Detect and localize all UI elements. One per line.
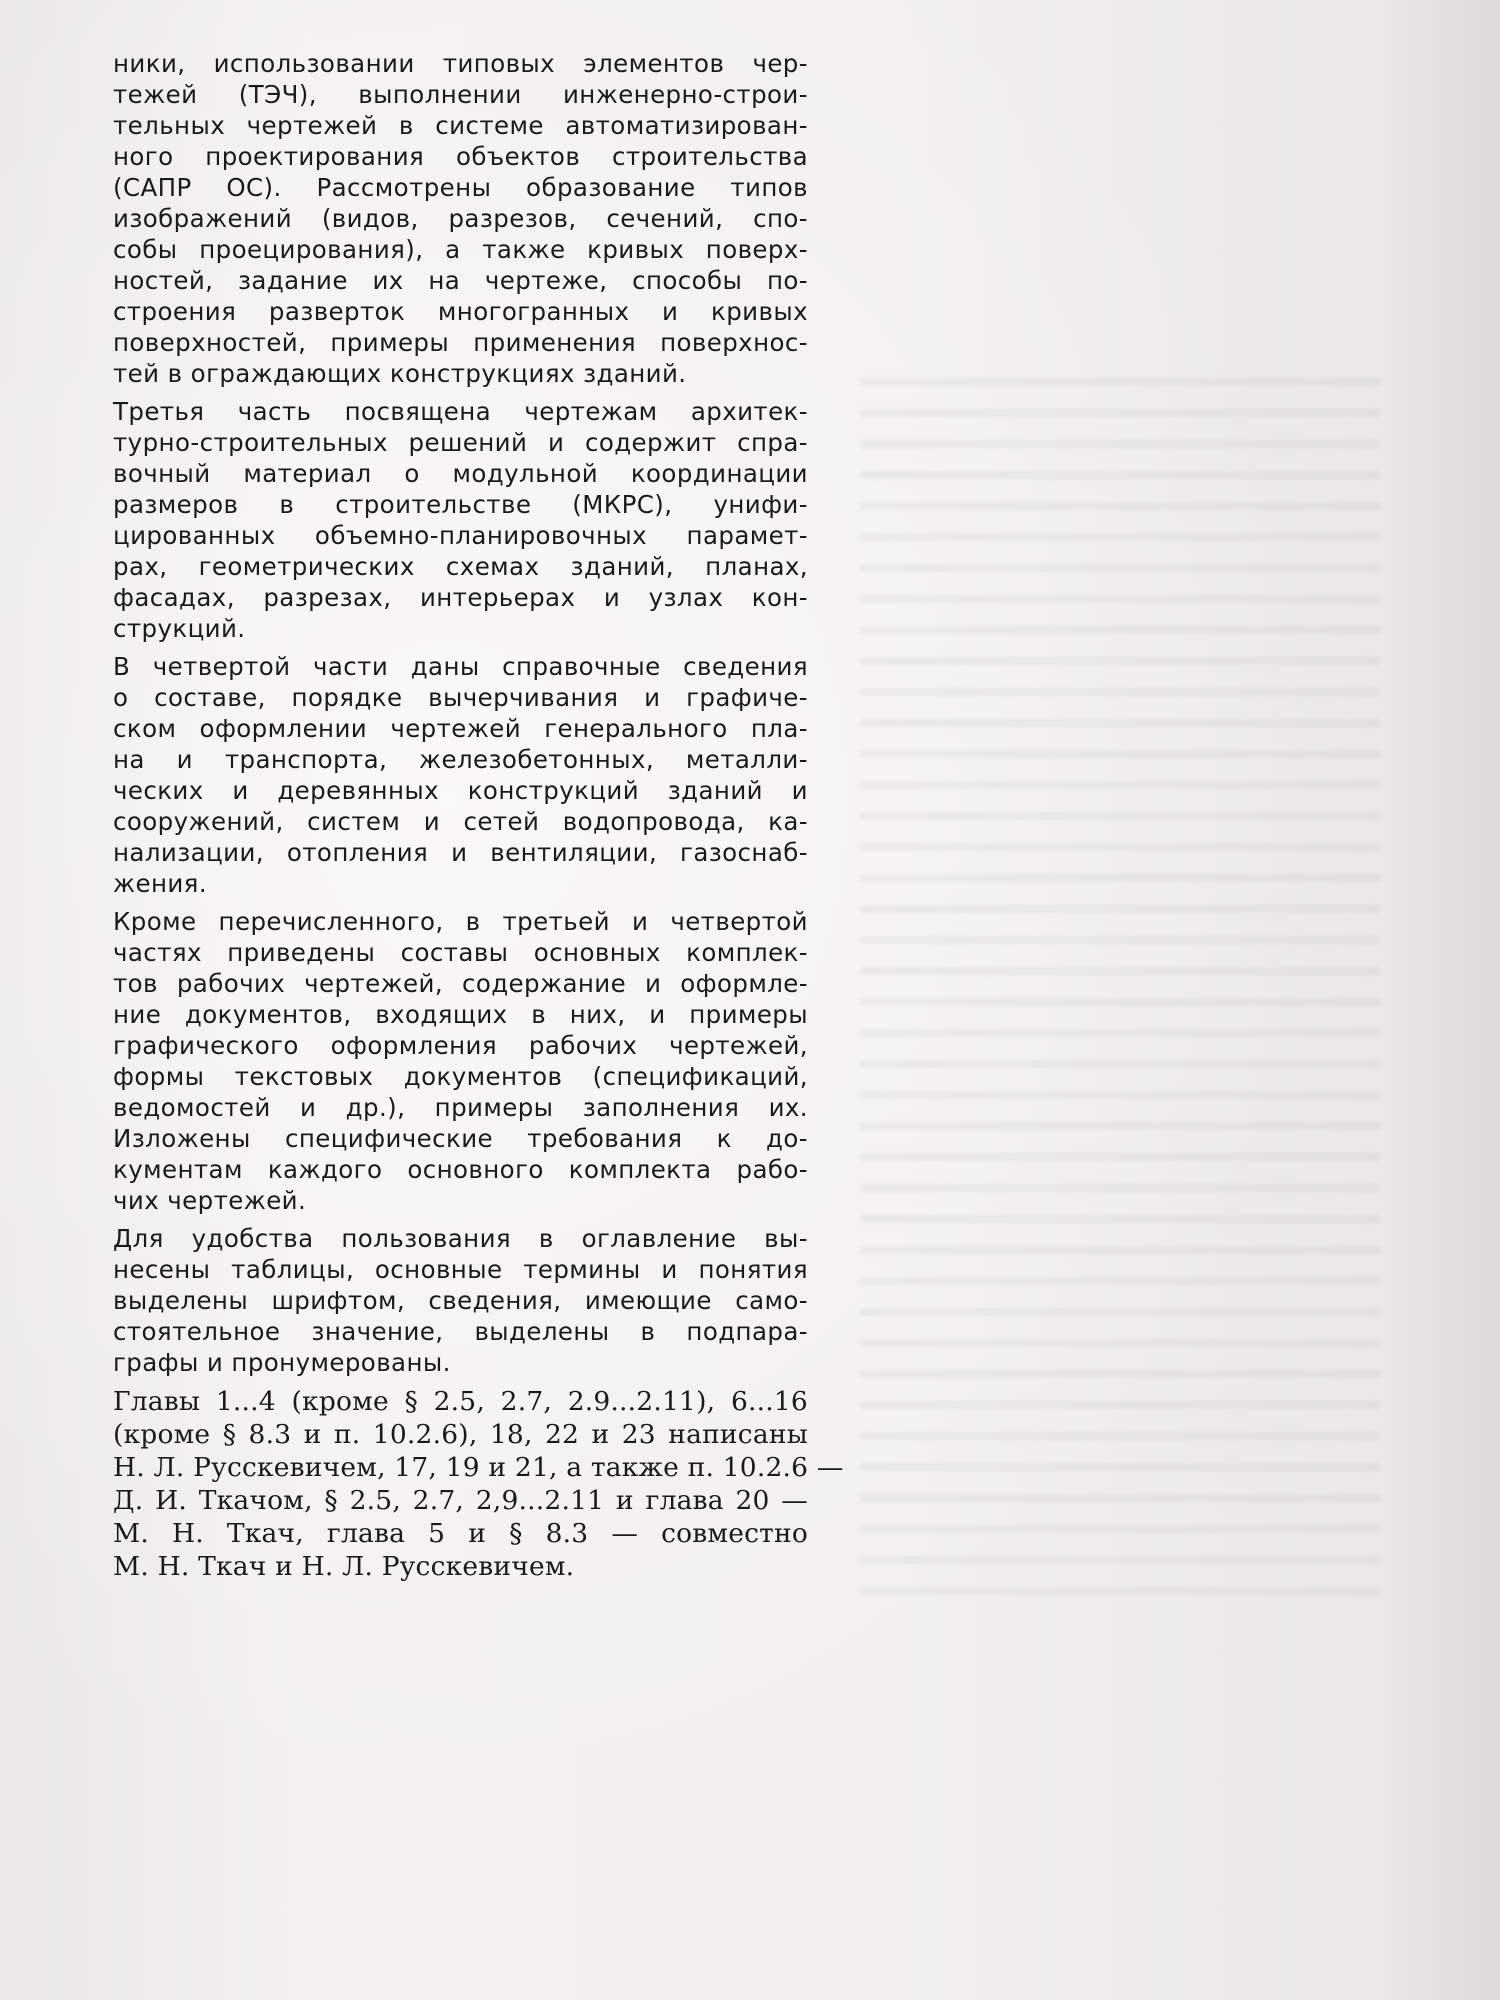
text-line: ние документов, входящих в них, и примеры	[113, 1000, 808, 1029]
text-line: формы текстовых документов (спецификаций,	[113, 1062, 808, 1091]
text-line: (САПР ОС). Рассмотрены образование типов	[113, 173, 808, 202]
text-line: ностей, задание их на чертеже, способы по-	[113, 266, 808, 295]
text-line: турно-строительных решений и содержит спра-	[113, 428, 808, 457]
text-line: чих чертежей.	[113, 1186, 307, 1215]
text-line: кументам каждого основного комплекта рабо-	[113, 1155, 808, 1184]
text-line: частях приведены составы основных комплек-	[113, 938, 808, 967]
text-line: вочный материал о модульной координации	[113, 459, 808, 488]
text-line: Главы 1...4 (кроме § 2.5, 2.7, 2.9...2.11), 6...16	[113, 1386, 808, 1417]
text-line: о составе, порядке вычерчивания и графиче-	[113, 683, 808, 712]
text-line: М. Н. Ткач, глава 5 и § 8.3 — совместно	[113, 1518, 808, 1549]
text-line: размеров в строительстве (МКРС), унифи-	[113, 490, 808, 519]
text-line: Н. Л. Русскевичем, 17, 19 и 21, а также п. 10.2.6 —	[113, 1452, 844, 1483]
text-line: сооружений, систем и сетей водопровода, ка-	[113, 807, 808, 836]
text-line: струкций.	[113, 614, 246, 643]
paragraph	[113, 651, 808, 899]
text-line: Изложены специфические требования к до-	[113, 1124, 808, 1153]
text-line: (кроме § 8.3 и п. 10.2.6), 18, 22 и 23 написаны	[113, 1419, 808, 1450]
text-line: изображений (видов, разрезов, сечений, спо-	[113, 204, 808, 233]
text-line: тельных чертежей в системе автоматизирован-	[113, 111, 808, 140]
text-line: строения разверток многогранных и кривых	[113, 297, 808, 326]
text-line: поверхностей, примеры применения поверхнос-	[113, 328, 808, 357]
paragraph	[113, 396, 808, 644]
text-line: рах, геометрических схемах зданий, планах,	[113, 552, 808, 581]
text-line: фасадах, разрезах, интерьерах и узлах кон-	[113, 583, 808, 612]
text-line: В четвертой части даны справочные сведения	[113, 652, 808, 681]
paragraph	[113, 48, 808, 389]
paragraph	[113, 906, 808, 1216]
text-line: Д. И. Ткачом, § 2.5, 2.7, 2,9...2.11 и глава 20 —	[113, 1485, 808, 1516]
text-line: тежей (ТЭЧ), выполнении инженерно-строи-	[113, 80, 808, 109]
text-line: Кроме перечисленного, в третьей и четвертой	[113, 907, 808, 936]
text-column	[113, 48, 844, 1590]
text-line: Третья часть посвящена чертежам архитек-	[113, 397, 808, 426]
text-line: нализации, отопления и вентиляции, газоснаб-	[113, 838, 808, 867]
text-line: тей в ограждающих конструкциях зданий.	[113, 359, 687, 388]
paragraph	[113, 1385, 844, 1583]
text-line: графы и пронумерованы.	[113, 1348, 451, 1377]
text-line: ческих и деревянных конструкций зданий и	[113, 776, 808, 805]
text-line: ведомостей и др.), примеры заполнения их.	[113, 1093, 808, 1122]
text-line: цированных объемно-планировочных парамет-	[113, 521, 808, 550]
text-line: ного проектирования объектов строительства	[113, 142, 808, 171]
text-line: ники, использовании типовых элементов чер-	[113, 49, 808, 78]
text-line: стоятельное значение, выделены в подпара-	[113, 1317, 808, 1346]
text-line: графического оформления рабочих чертежей,	[113, 1031, 808, 1060]
text-line: жения.	[113, 869, 208, 898]
text-line: ском оформлении чертежей генерального пла-	[113, 714, 808, 743]
text-line: собы проецирования), а также кривых поверх-	[113, 235, 808, 264]
text-line: выделены шрифтом, сведения, имеющие само-	[113, 1286, 808, 1315]
text-line: тов рабочих чертежей, содержание и оформле-	[113, 969, 808, 998]
text-line: на и транспорта, железобетонных, металли-	[113, 745, 808, 774]
page-shadow	[1380, 0, 1500, 2000]
text-line: несены таблицы, основные термины и понятия	[113, 1255, 808, 1284]
paragraph	[113, 1223, 808, 1378]
text-line: Для удобства пользования в оглавление вы-	[113, 1224, 808, 1253]
bleed-through-texture	[860, 360, 1380, 1610]
text-line: М. Н. Ткач и Н. Л. Русскевичем.	[113, 1551, 575, 1582]
